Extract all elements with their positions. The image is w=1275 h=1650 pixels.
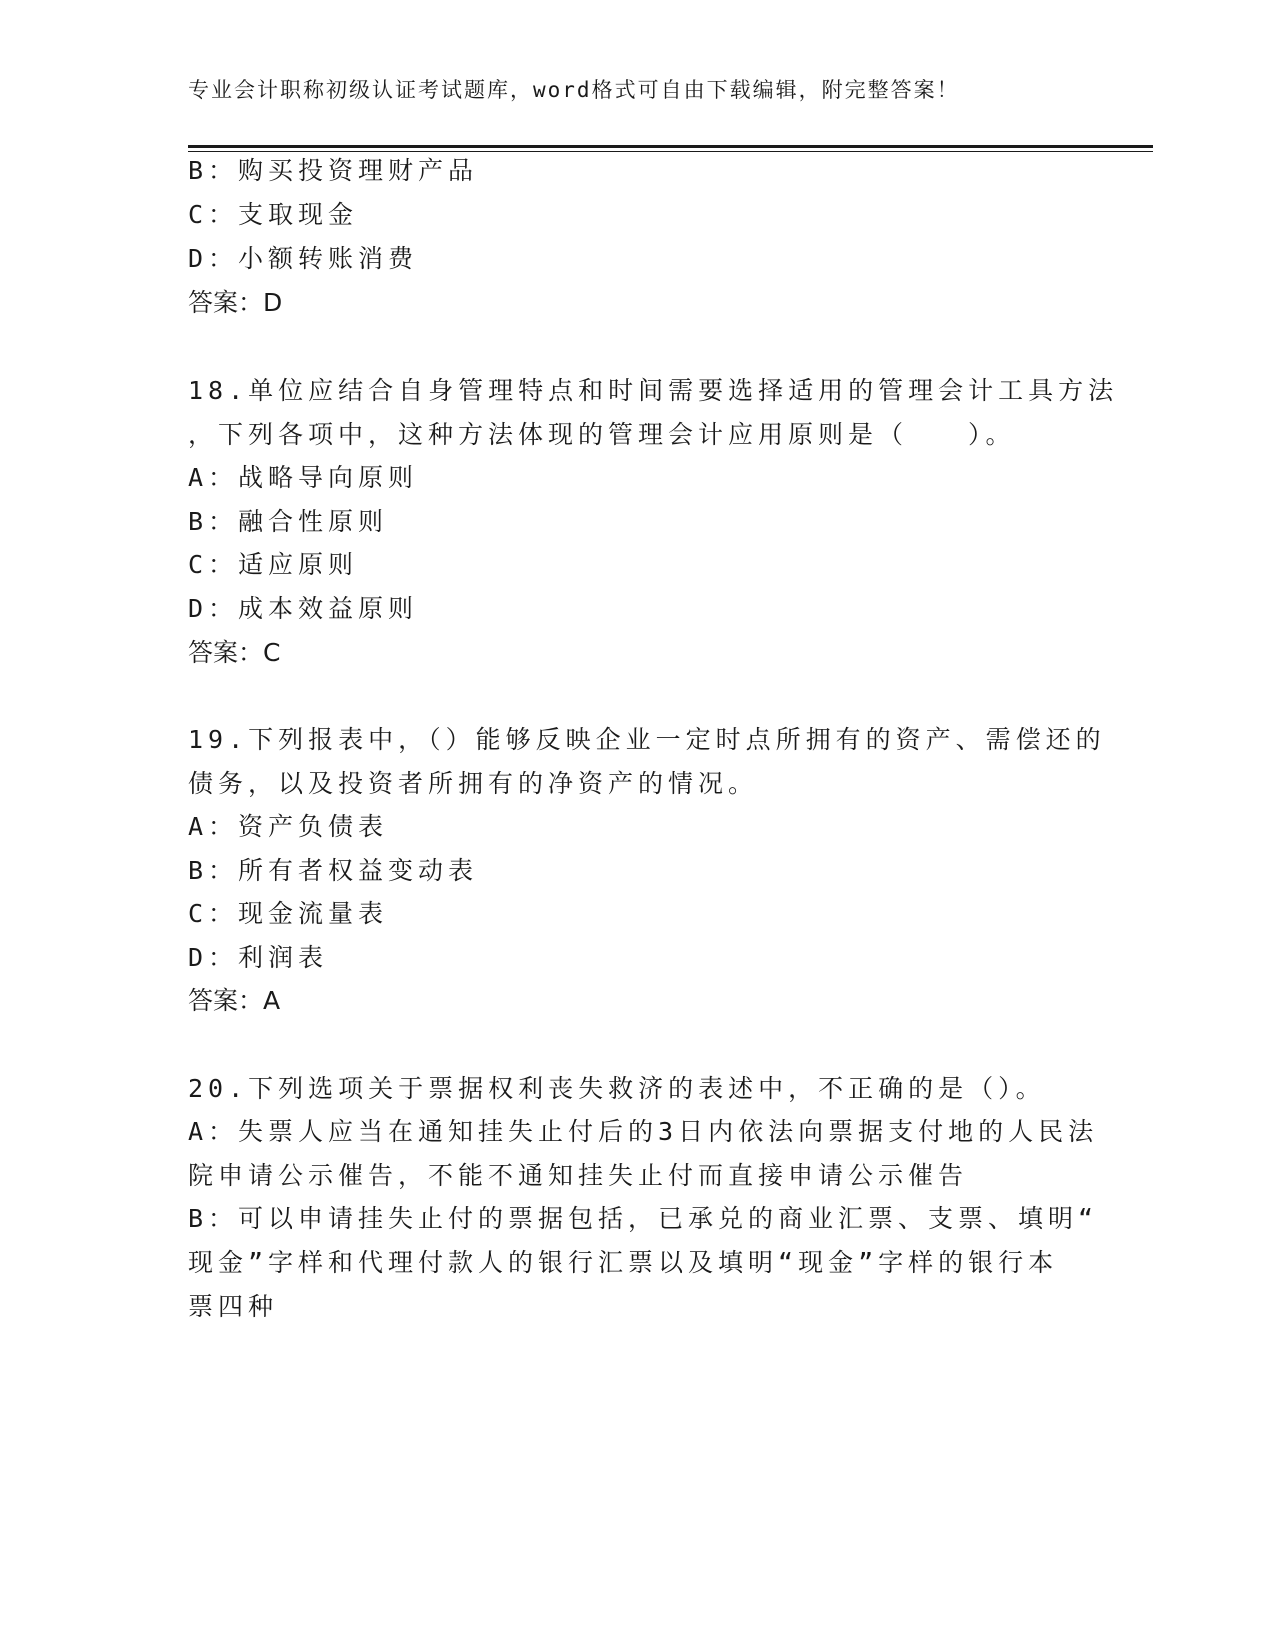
q17-option-b: B：购买投资理财产品 [188, 156, 479, 185]
document-header: 专业会计职称初级认证考试题库，word格式可自由下载编辑，附完整答案！ [188, 78, 960, 102]
q18-option-d: D：成本效益原则 [188, 594, 419, 623]
q17-answer: 答案：D [188, 288, 283, 317]
q18-option-b: B：融合性原则 [188, 507, 389, 536]
q20-option-b-line2: 现金”字样和代理付款人的银行汇票以及填明“现金”字样的银行本 [188, 1248, 1059, 1277]
q19-option-b: B：所有者权益变动表 [188, 856, 479, 885]
q18-stem-line2: ，下列各项中，这种方法体现的管理会计应用原则是（ ）。 [188, 420, 1016, 449]
q17-option-d: D：小额转账消费 [188, 244, 419, 273]
q19-stem-line1: 19.下列报表中，（）能够反映企业一定时点所拥有的资产、需偿还的 [188, 725, 1106, 754]
header-divider-thick [188, 145, 1153, 148]
q18-option-a: A：战略导向原则 [188, 463, 419, 492]
q19-option-c: C：现金流量表 [188, 899, 389, 928]
q18-stem-line1: 18.单位应结合自身管理特点和时间需要选择适用的管理会计工具方法 [188, 376, 1119, 405]
q19-option-d: D：利润表 [188, 943, 329, 972]
q18-option-c: C：适应原则 [188, 550, 359, 579]
q20-option-b-line1: B：可以申请挂失止付的票据包括，已承兑的商业汇票、支票、填明“ [188, 1204, 1099, 1233]
q20-option-a-line2: 院申请公示催告，不能不通知挂失止付而直接申请公示催告 [188, 1161, 969, 1190]
header-divider-thin [188, 151, 1153, 152]
q18-answer: 答案：C [188, 638, 281, 667]
q20-option-a-line1: A：失票人应当在通知挂失止付后的3日内依法向票据支付地的人民法 [188, 1117, 1099, 1146]
q19-answer: 答案：A [188, 986, 281, 1015]
q17-option-c: C：支取现金 [188, 200, 359, 229]
q20-stem: 20.下列选项关于票据权利丧失救济的表述中，不正确的是（）。 [188, 1074, 1046, 1103]
q19-option-a: A：资产负债表 [188, 812, 389, 841]
q19-stem-line2: 债务，以及投资者所拥有的净资产的情况。 [188, 769, 759, 798]
q20-option-b-line3: 票四种 [188, 1292, 279, 1321]
